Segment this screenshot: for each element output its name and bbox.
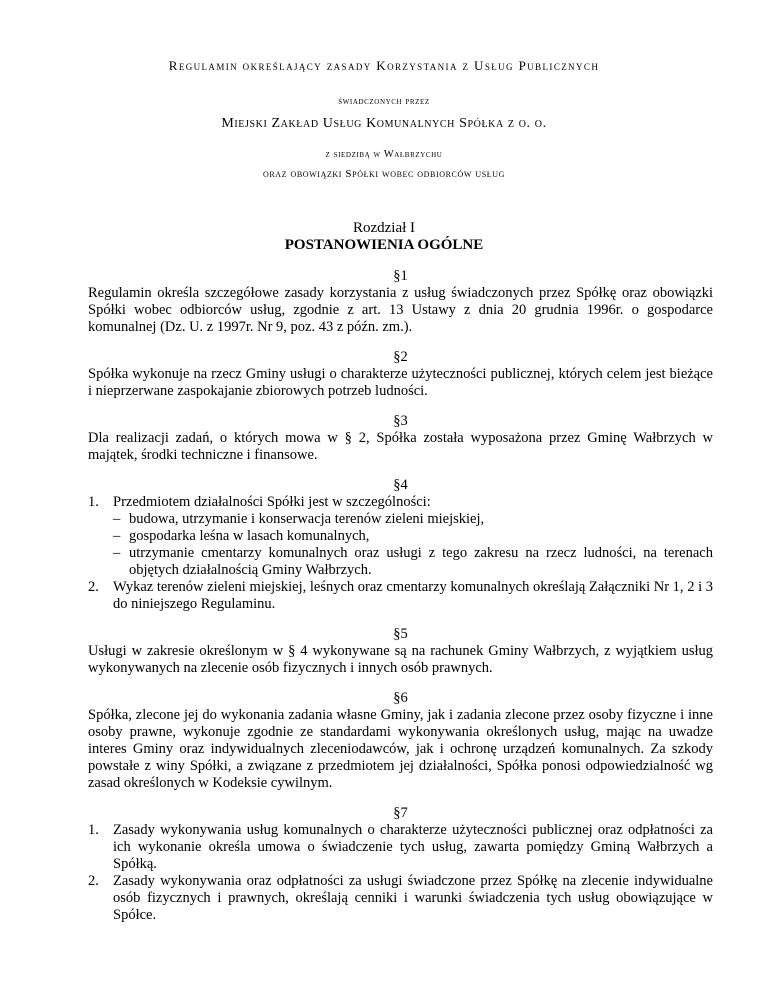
numbered-list <box>88 494 713 613</box>
section-sign: §3 <box>393 413 408 429</box>
section-text: Dla realizacji zadań, o których mowa w § 2, Spółka została wyposażona przez Gminę Wałbrzych w majątek, środki techniczne i finansowe. <box>88 430 713 463</box>
document-title-line-5: oraz obowiązki Spółki wobec odbiorców usług <box>262 168 506 180</box>
dash-item <box>88 528 713 545</box>
section-text: Spółka wykonuje na rzecz Gminy usługi o charakterze użyteczności publicznej, których celem jest bieżące i nieprzerwane zaspokajanie zbiorowych potrzeb ludności. <box>88 366 713 399</box>
list-item-text: Zasady wykonywania oraz odpłatności za usługi świadczone przez Spółkę na zlecenie indywidualne osób fizycznych i prawnych, określają cenniki i warunki świadczenia tych usług obowiązujące w Spółce. <box>113 873 713 923</box>
list-item <box>88 494 713 579</box>
section-1 <box>88 268 713 336</box>
dash-bullet: – <box>113 511 121 527</box>
company-name: Miejski Zakład Usług Komunalnych Spółka z o. o. <box>221 116 547 131</box>
section-3 <box>88 413 713 464</box>
list-item <box>88 873 713 924</box>
section-7 <box>88 805 713 924</box>
numbered-list <box>88 822 713 924</box>
section-2 <box>88 349 713 400</box>
section-text: Regulamin określa szczegółowe zasady korzystania z usług świadczonych przez Spółkę oraz obowiązki Spółki wobec odbiorców usług, zgodnie z art. 13 Ustawy z dnia 20 grudnia 1996r. o gospodarce komunalnej (Dz. U. z 1997r. Nr 9, poz. 43 z późn. zm.). <box>88 285 713 335</box>
section-6 <box>88 690 713 792</box>
section-4 <box>88 477 713 613</box>
dash-item <box>88 511 713 528</box>
dash-item-text: budowa, utrzymanie i konserwacja terenów zieleni miejskiej, <box>129 511 485 527</box>
list-item-text: Wykaz terenów zieleni miejskiej, leśnych oraz cmentarzy komunalnych określają Załączniki Nr 1, 2 i 3 do niniejszego Regulaminu. <box>113 579 713 612</box>
dash-list <box>88 511 713 579</box>
dash-bullet: – <box>113 545 121 561</box>
list-item-text: Przedmiotem działalności Spółki jest w szczególności: <box>113 494 431 510</box>
section-5 <box>88 626 713 677</box>
dash-item-text: utrzymanie cmentarzy komunalnych oraz usługi z tego zakresu na rzecz ludności, na terenach objętych działalnością Gminy Wałbrzych. <box>129 545 713 578</box>
document-title-line-1: Regulamin określający zasady Korzystania z Usług Publicznych <box>168 58 600 73</box>
section-sign: §5 <box>393 626 408 642</box>
section-sign: §2 <box>393 349 408 365</box>
list-item-text: Zasady wykonywania usług komunalnych o charakterze użyteczności publicznej oraz odpłatności za ich wykonanie określa umowa o świadczenie tych usług, zawarta pomiędzy Gminą Wałbrzych a Spółką. <box>113 822 713 872</box>
section-sign: §4 <box>393 477 408 493</box>
company-seat: z siedzibą w Wałbrzychu <box>325 149 443 160</box>
list-item <box>88 822 713 873</box>
section-sign: §6 <box>393 690 408 706</box>
list-number: 1. <box>88 494 99 510</box>
section-sign: §1 <box>393 268 408 284</box>
list-number: 2. <box>88 873 99 889</box>
list-item <box>88 579 713 613</box>
chapter-number: Rozdział I <box>352 220 416 236</box>
list-number: 1. <box>88 822 99 838</box>
document-title-line-2: świadczonych przez <box>338 96 430 107</box>
dash-item-text: gospodarka leśna w lasach komunalnych, <box>129 528 370 544</box>
list-number: 2. <box>88 579 99 595</box>
section-sign: §7 <box>393 805 408 821</box>
document-body <box>88 268 713 937</box>
dash-bullet: – <box>113 528 121 544</box>
chapter-title: POSTANOWIENIA OGÓLNE <box>284 237 484 253</box>
section-text: Usługi w zakresie określonym w § 4 wykonywane są na rachunek Gminy Wałbrzych, z wyjątkiem usług wykonywanych na zlecenie osób fizycznych i innych osób prawnych. <box>88 643 713 676</box>
section-text: Spółka, zlecone jej do wykonania zadania własne Gminy, jak i zadania zlecone przez osoby fizyczne i inne osoby prawne, wykonuje zgodnie ze standardami wykonywania określonych usług, mając na uwadze interes Gminy oraz indywidualnych zleceniodawców, jak i ochronę urządzeń komunalnych. Za szkody powstałe z winy Spółki, a związane z przedmiotem jej działalności, Spółka ponosi odpowiedzialność wg zasad określonych w Kodeksie cywilnym. <box>88 707 713 791</box>
dash-item <box>88 545 713 579</box>
